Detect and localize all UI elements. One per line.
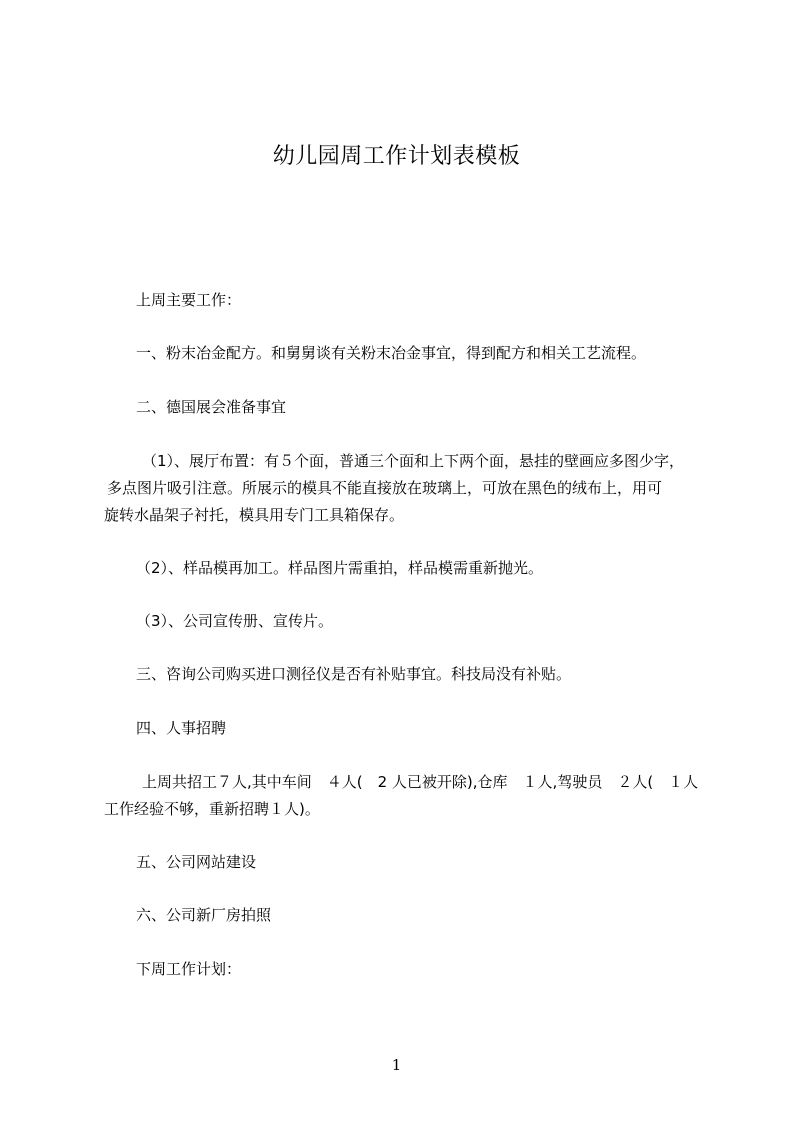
page-number: 1 [391, 1056, 402, 1074]
item-1-powder-metallurgy: 一、粉末冶金配方。和舅舅谈有关粉末冶金事宜，得到配方和相关工艺流程。 [136, 344, 647, 362]
item-6-factory-photos: 六、公司新厂房拍照 [136, 906, 272, 924]
subitem-2: （2）、样品模再加工。样品图片需重拍，样品模需重新抛光。 [136, 559, 544, 577]
document-title: 幼儿园周工作计划表模板 [272, 144, 521, 169]
section-heading-next-week: 下周工作计划： [136, 960, 242, 978]
item-4-recruitment: 四、人事招聘 [136, 719, 227, 737]
section-heading-last-week: 上周主要工作： [136, 291, 242, 309]
item-2-germany-exhibition: 二、德国展会准备事宜 [136, 398, 287, 416]
recruitment-line-1: 上周共招工７人,其中车间 ４人( 2 人已被开除),仓库 １人,驾驶员 ２人( １人 [142, 773, 699, 791]
subitem-1-line-2: 多点图片吸引注意。所展示的模具不能直接放在玻璃上，可放在黑色的绒布上，用可 [107, 479, 663, 497]
subitem-3: （3）、公司宣传册、宣传片。 [136, 612, 334, 630]
recruitment-line-2: 工作经验不够，重新招聘１人)。 [104, 800, 320, 818]
item-5-website: 五、公司网站建设 [136, 853, 257, 871]
subitem-1-line-3: 旋转水晶架子衬托，模具用专门工具箱保存。 [104, 506, 405, 524]
subitem-1-line-1: （1）、展厅布置：有５个面，普通三个面和上下两个面，悬挂的壁画应多图少字， [142, 452, 685, 470]
item-3-caliper-subsidy: 三、咨询公司购买进口测径仪是否有补贴事宜。科技局没有补贴。 [136, 665, 572, 683]
